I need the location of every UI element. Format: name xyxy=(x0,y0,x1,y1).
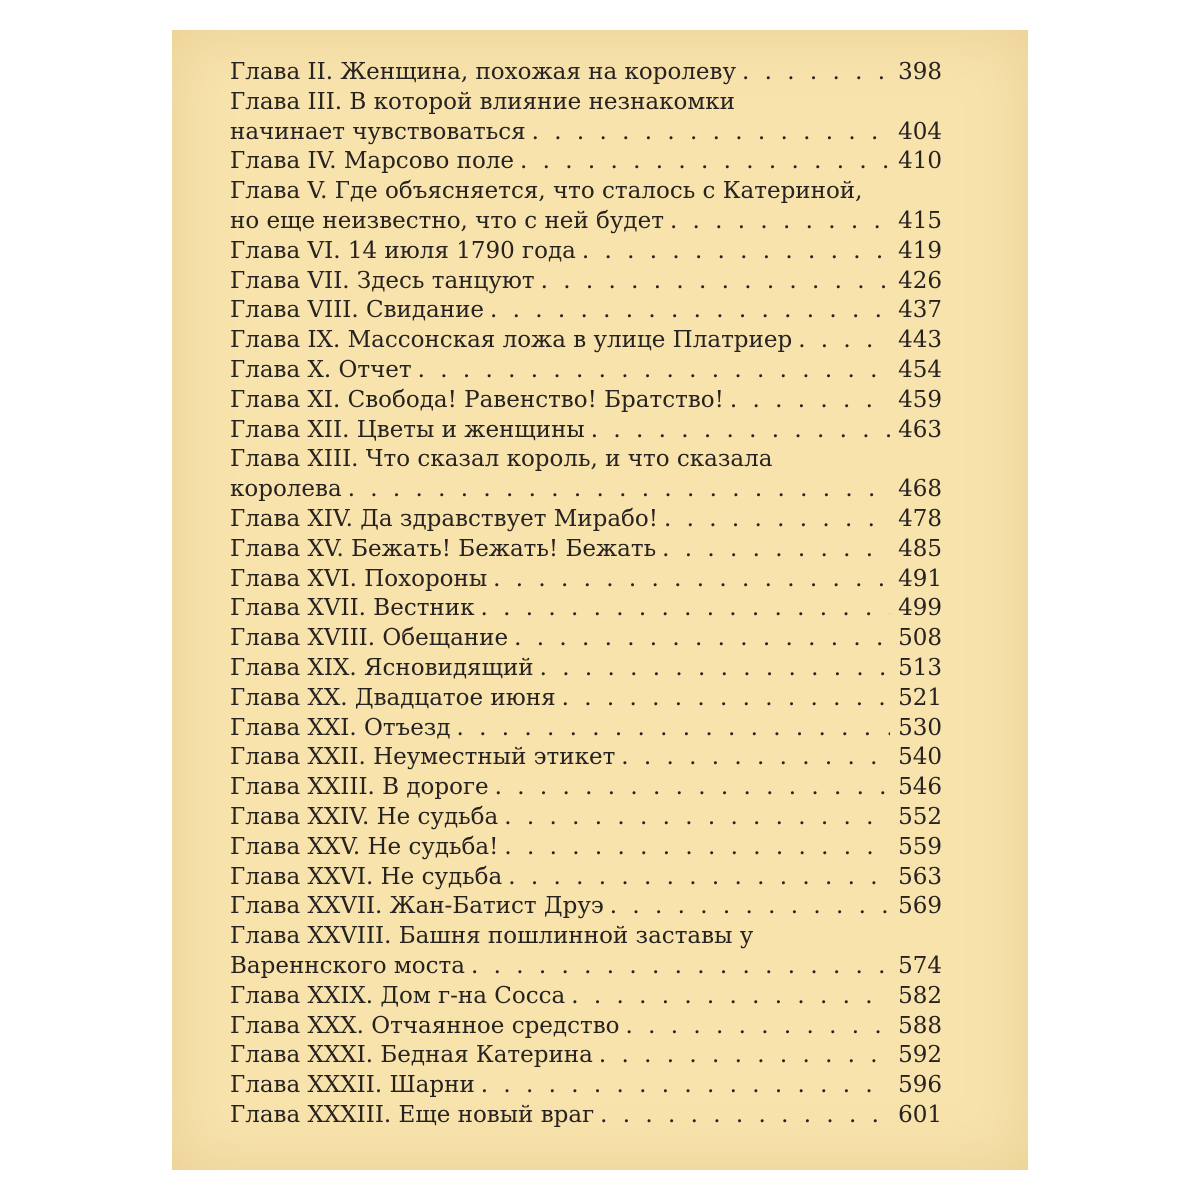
toc-entry-continuation xyxy=(230,445,942,475)
toc-entry-page-number: 410 xyxy=(898,148,942,175)
toc-entry-title: Глава V. Где объясняется, что сталось с Катериной, xyxy=(230,178,863,205)
toc-entry xyxy=(230,803,942,833)
toc-entry-title: Глава III. В которой влияние незнакомки xyxy=(230,88,735,115)
dot-leader xyxy=(502,863,890,893)
toc-entry-continuation xyxy=(230,922,942,952)
dot-leader xyxy=(475,1071,890,1101)
toc-entry-page-number: 569 xyxy=(898,893,942,920)
toc-entry-title: Глава XXX. Отчаянное средство xyxy=(230,1012,620,1039)
toc-entry-page-number: 508 xyxy=(898,625,942,652)
toc-entry xyxy=(230,714,942,744)
toc-entry-page-number: 546 xyxy=(898,774,942,801)
toc-entry-title: Глава IX. Массонская ложа в улице Платриер xyxy=(230,327,793,354)
toc-entry-page-number: 596 xyxy=(898,1072,942,1099)
toc-entry xyxy=(230,624,942,654)
table-of-contents xyxy=(230,58,942,1131)
dot-leader xyxy=(615,743,890,773)
toc-entry-title: Глава XXII. Неуместный этикет xyxy=(230,744,616,771)
dot-leader xyxy=(593,1041,890,1071)
toc-entry-title: Глава XXXII. Шарни xyxy=(230,1072,475,1099)
toc-entry xyxy=(230,1071,942,1101)
toc-entry xyxy=(230,386,942,416)
toc-entry-title: Глава XXVI. Не судьба xyxy=(230,863,503,890)
toc-entry xyxy=(230,356,942,386)
toc-entry-title: Глава II. Женщина, похожая на королеву xyxy=(230,59,737,85)
toc-entry-page-number: 574 xyxy=(898,952,942,979)
toc-entry xyxy=(230,207,942,237)
dot-leader xyxy=(556,684,890,714)
toc-entry-title: Глава XXXIII. Еще новый враг xyxy=(230,1101,595,1128)
toc-entry xyxy=(230,565,942,595)
toc-entry-page-number: 601 xyxy=(898,1101,942,1128)
toc-entry-title: Глава XXI. Отъезд xyxy=(230,714,451,741)
toc-entry xyxy=(230,505,942,535)
toc-entry-title: Глава VIII. Свидание xyxy=(230,297,485,324)
toc-entry-continuation xyxy=(230,177,942,207)
toc-entry-page-number: 454 xyxy=(898,356,942,383)
toc-entry-page-number: 552 xyxy=(898,803,942,830)
toc-entry-page-number: 513 xyxy=(898,654,942,681)
toc-entry-title: Глава XIX. Ясновидящий xyxy=(230,654,534,681)
toc-entry-page-number: 530 xyxy=(898,714,942,741)
toc-entry-title: Глава XII. Цветы и женщины xyxy=(230,416,585,443)
dot-leader xyxy=(526,118,890,148)
dot-leader xyxy=(474,594,890,624)
dot-leader xyxy=(487,565,890,595)
toc-entry-page-number: 459 xyxy=(898,386,942,413)
toc-entry xyxy=(230,863,942,893)
toc-entry xyxy=(230,147,942,177)
dot-leader xyxy=(658,505,890,535)
dot-leader xyxy=(484,296,890,326)
toc-entry-page-number: 485 xyxy=(898,535,942,562)
dot-leader xyxy=(451,714,890,744)
toc-entry-title: Глава X. Отчет xyxy=(230,356,412,383)
toc-entry xyxy=(230,475,942,505)
toc-entry-title: Глава VII. Здесь танцуют xyxy=(230,267,535,294)
dot-leader xyxy=(664,207,890,237)
toc-entry-title: Глава XIV. Да здравствует Мирабо! xyxy=(230,505,658,532)
toc-entry-page-number: 437 xyxy=(898,297,942,324)
toc-entry xyxy=(230,833,942,863)
toc-entry xyxy=(230,952,942,982)
toc-entry xyxy=(230,535,942,565)
book-page xyxy=(172,30,1028,1170)
toc-entry-page-number: 478 xyxy=(898,505,942,532)
dot-leader xyxy=(792,326,890,356)
dot-leader xyxy=(565,982,890,1012)
toc-entry-page-number: 559 xyxy=(898,833,942,860)
toc-entry-title: Глава VI. 14 июля 1790 года xyxy=(230,237,576,264)
toc-entry-page-number: 592 xyxy=(898,1042,942,1069)
toc-entry-title: Глава XXIII. В дороге xyxy=(230,774,489,801)
dot-leader xyxy=(619,1012,890,1042)
toc-entry-page-number: 499 xyxy=(898,595,942,622)
toc-entry xyxy=(230,982,942,1012)
toc-entry-title: Глава XXVII. Жан-Батист Друэ xyxy=(230,893,604,920)
dot-leader xyxy=(489,773,890,803)
toc-entry-title: Глава XXVIII. Башня пошлинной заставы у xyxy=(230,923,754,950)
toc-entry-title: Глава XI. Свобода! Равенство! Братство! xyxy=(230,386,724,413)
toc-entry-page-number: 426 xyxy=(898,267,942,294)
dot-leader xyxy=(604,892,890,922)
toc-entry xyxy=(230,654,942,684)
toc-entry-title: Глава IV. Марсово поле xyxy=(230,148,515,175)
toc-entry xyxy=(230,118,942,148)
toc-entry xyxy=(230,237,942,267)
toc-entry xyxy=(230,743,942,773)
toc-entry-title: Глава XXIV. Не судьба xyxy=(230,803,499,830)
toc-entry-title: Глава XXIX. Дом г-на Сосса xyxy=(230,982,566,1009)
toc-entry-title: Глава XVIII. Обещание xyxy=(230,625,509,652)
dot-leader xyxy=(498,833,890,863)
dot-leader xyxy=(508,624,890,654)
toc-entry-page-number: 404 xyxy=(898,118,942,145)
toc-entry-page-number: 491 xyxy=(898,565,942,592)
toc-entry xyxy=(230,1012,942,1042)
toc-entry xyxy=(230,416,942,446)
toc-entry-title: начинает чувствоваться xyxy=(230,118,526,145)
toc-entry-page-number: 443 xyxy=(898,327,942,354)
dot-leader xyxy=(412,356,890,386)
dot-leader xyxy=(342,475,890,505)
dot-leader xyxy=(576,237,890,267)
dot-leader xyxy=(594,1101,890,1131)
dot-leader xyxy=(465,952,890,982)
toc-entry-title: Глава XVII. Вестник xyxy=(230,595,475,622)
toc-entry-title: Глава XIII. Что сказал король, и что сказала xyxy=(230,446,773,473)
toc-entry-page-number: 419 xyxy=(898,237,942,264)
toc-entry xyxy=(230,326,942,356)
toc-entry xyxy=(230,1101,942,1131)
toc-entry-title: но еще неизвестно, что с ней будет xyxy=(230,207,664,234)
toc-entry-title: королева xyxy=(230,476,342,503)
toc-entry-page-number: 540 xyxy=(898,744,942,771)
toc-entry-page-number: 588 xyxy=(898,1012,942,1039)
toc-entry-page-number: 582 xyxy=(898,982,942,1009)
toc-entry-page-number: 521 xyxy=(898,684,942,711)
toc-entry xyxy=(230,267,942,297)
toc-entry xyxy=(230,684,942,714)
toc-entry-page-number: 398 xyxy=(898,59,942,85)
toc-entry xyxy=(230,1041,942,1071)
toc-entry xyxy=(230,594,942,624)
toc-entry-page-number: 468 xyxy=(898,476,942,503)
toc-entry-title: Вареннского моста xyxy=(230,952,465,979)
toc-entry-continuation xyxy=(230,88,942,118)
toc-entry-title: Глава XVI. Похороны xyxy=(230,565,488,592)
dot-leader xyxy=(736,58,890,88)
dot-leader xyxy=(656,535,890,565)
dot-leader xyxy=(585,416,890,446)
dot-leader xyxy=(534,654,890,684)
toc-entry xyxy=(230,58,942,88)
toc-entry-page-number: 463 xyxy=(898,416,942,443)
toc-entry xyxy=(230,773,942,803)
toc-entry-page-number: 563 xyxy=(898,863,942,890)
toc-entry xyxy=(230,296,942,326)
toc-entry-title: Глава XX. Двадцатое июня xyxy=(230,684,556,711)
toc-entry-title: Глава XXV. Не судьба! xyxy=(230,833,499,860)
dot-leader xyxy=(724,386,890,416)
dot-leader xyxy=(535,267,890,297)
dot-leader xyxy=(514,147,890,177)
toc-entry-title: Глава XV. Бежать! Бежать! Бежать xyxy=(230,535,657,562)
toc-entry-title: Глава XXXI. Бедная Катерина xyxy=(230,1042,593,1069)
dot-leader xyxy=(498,803,890,833)
toc-entry-page-number: 415 xyxy=(898,207,942,234)
toc-entry xyxy=(230,892,942,922)
